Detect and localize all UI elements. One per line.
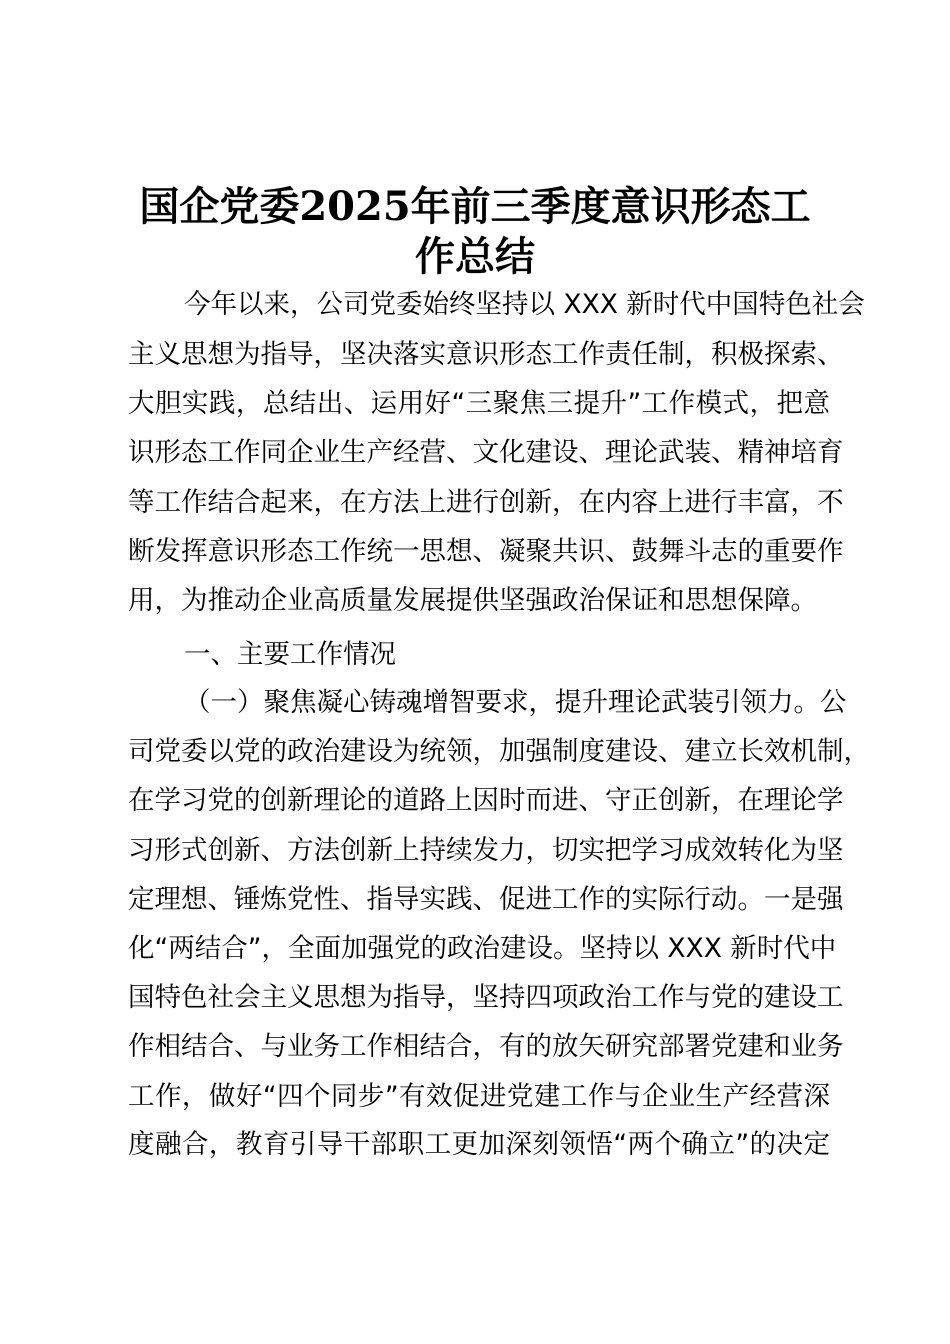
text-line: 度融合，教育引导干部职工更加深刻领悟“两个确立”的决定 bbox=[128, 1129, 830, 1160]
text-line: 国特色社会主义思想为指导，坚持四项政治工作与党的建设工 bbox=[128, 982, 844, 1013]
text-line: 工作，做好“四个同步”有效促进党建工作与企业生产经营深 bbox=[128, 1081, 830, 1112]
text-line: 断发挥意识形态工作统一思想、凝聚共识、鼓舞斗志的重要作 bbox=[128, 536, 844, 567]
text-line: 用，为推动企业高质量发展提供坚强政治保证和思想保障。 bbox=[128, 585, 817, 616]
text-line: 今年以来，公司党委始终坚持以 XXX 新时代中国特色社会 bbox=[184, 289, 865, 320]
text-line: 大胆实践，总结出、运用好“三聚焦三提升”工作模式，把意 bbox=[128, 388, 830, 419]
text-line: 识形态工作同企业生产经营、文化建设、理论武装、精神培育 bbox=[128, 437, 844, 468]
text-line: 定理想、锤炼党性、指导实践、促进工作的实际行动。一是强 bbox=[128, 884, 844, 915]
title-line: 作总结 bbox=[415, 233, 535, 280]
text-line: 司党委以党的政治建设为统领，加强制度建设、建立长效机制， bbox=[128, 736, 870, 767]
section-heading: 一、主要工作情况 bbox=[184, 639, 396, 670]
title-line: 国企党委2025年前三季度意识形态工 bbox=[139, 183, 811, 230]
text-line: 化“两结合”，全面加强党的政治建设。坚持以 XXX 新时代中 bbox=[128, 933, 837, 964]
text-line: （一）聚焦凝心铸魂增智要求，提升理论武装引领力。公 bbox=[184, 687, 847, 718]
text-line: 等工作结合起来，在方法上进行创新，在内容上进行丰富，不 bbox=[128, 487, 844, 518]
text-line: 习形式创新、方法创新上持续发力，切实把学习成效转化为坚 bbox=[128, 835, 844, 866]
text-line: 主义思想为指导，坚决落实意识形态工作责任制，积极探索、 bbox=[128, 339, 844, 370]
text-line: 作相结合、与业务工作相结合，有的放矢研究部署党建和业务 bbox=[128, 1031, 844, 1062]
text-line: 在学习党的创新理论的道路上因时而进、守正创新，在理论学 bbox=[128, 785, 844, 816]
